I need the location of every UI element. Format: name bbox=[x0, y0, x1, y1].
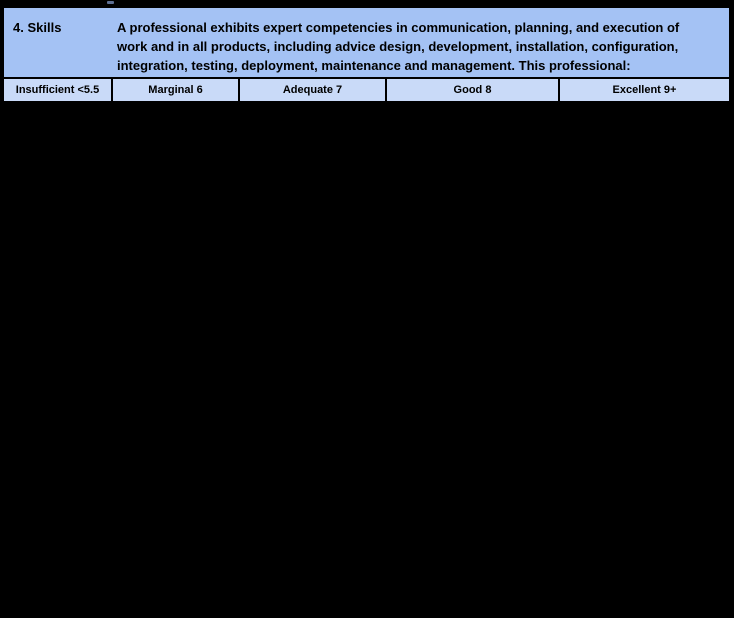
skills-description-line: integration, testing, deployment, maintenance and management. This professional: bbox=[117, 58, 631, 73]
column-header-marginal: Marginal 6 bbox=[111, 79, 238, 101]
skills-description bbox=[111, 18, 729, 75]
clipped-content-artifact bbox=[107, 1, 114, 4]
column-header-good: Good 8 bbox=[385, 79, 558, 101]
column-header-insufficient: Insufficient <5.5 bbox=[4, 79, 111, 101]
skills-rubric-table bbox=[2, 6, 731, 103]
skills-row-label: 4. Skills bbox=[13, 20, 62, 35]
column-header-excellent: Excellent 9+ bbox=[558, 79, 729, 101]
rating-level-header-row bbox=[4, 77, 729, 101]
skills-description-line: A professional exhibits expert competencies in communication, planning, and execution of bbox=[117, 20, 680, 35]
column-header-adequate: Adequate 7 bbox=[238, 79, 385, 101]
skills-title-row bbox=[4, 8, 729, 77]
skills-description-line: work and in all products, including advice design, development, installation, configuration, bbox=[117, 39, 679, 54]
